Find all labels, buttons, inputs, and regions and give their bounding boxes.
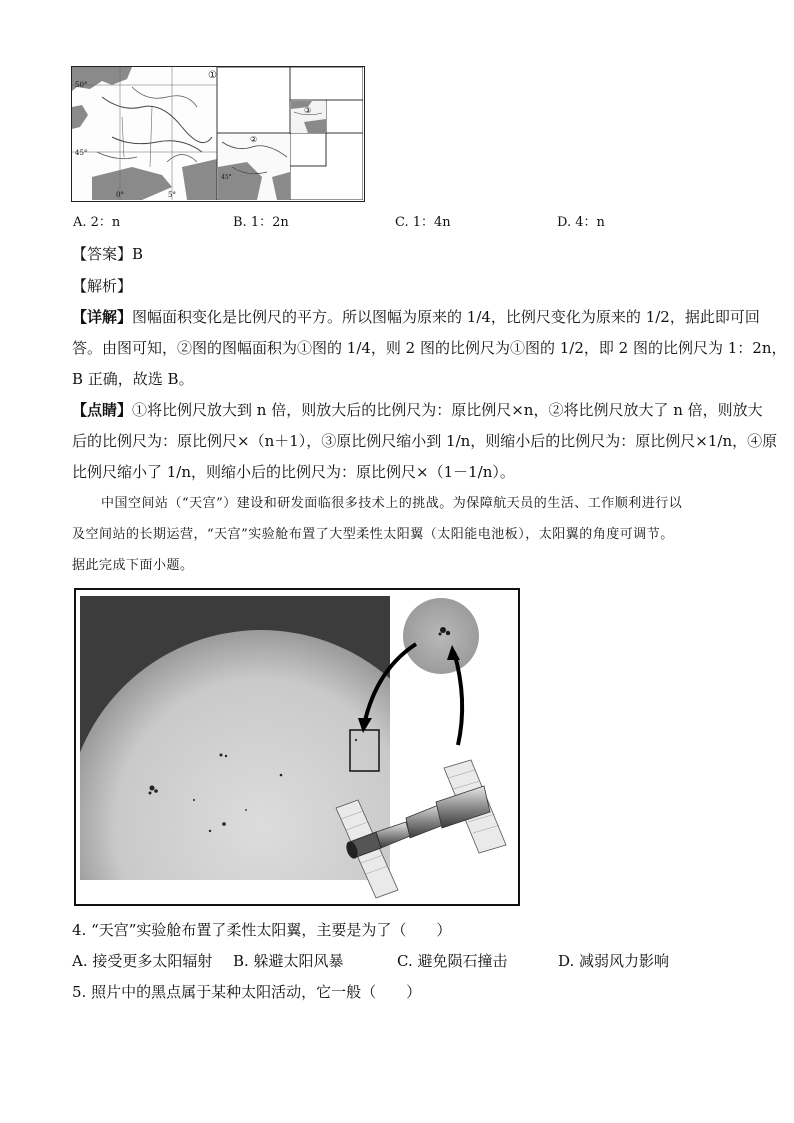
tip-tag: 【点睛】 [72,401,133,419]
zoom-circle [403,598,479,674]
analysis-tag: 【解析】 [72,277,133,295]
q4-option-d[interactable]: D. 减弱风力影响 [558,952,670,970]
tip-line-1 [72,400,763,420]
label-lon5: 5° [168,191,176,199]
sun-photo-figure [74,588,520,906]
passage-line-3: 据此完成下面小题。 [72,558,194,573]
detail-line-3: B 正确，故选 B。 [72,370,194,388]
q3-option-a[interactable]: A. 2：n [73,215,121,230]
map-figure [71,66,365,202]
detail-text-1: 图幅面积变化是比例尺的平方。所以图幅为原来的 1/4，比例尺变化为原来的 1/2，据此即可回 [132,308,760,326]
tip-line-3: 比例尺缩小了 1/n，则缩小后的比例尺为：原比例尺×（1－1/n）。 [72,463,515,481]
tip-text-1: ①将比例尺放大到 n 倍，则放大后的比例尺为：原比例尺×n，②将比例尺放大了 n 倍，则放大 [132,401,763,419]
label-circle2: ② [250,135,258,144]
detail-line-2: 答。由图可知，②图的图幅面积为①图的 1/4，则 2 图的比例尺为①图的 1/2，即 2 图的比例尺为 1：2n， [72,339,787,357]
q3-option-b[interactable]: B. 1：2n [233,215,289,230]
tip-line-2: 后的比例尺为：原比例尺×（n＋1），③原比例尺缩小到 1/n，则缩小后的比例尺为：原比例尺×1/n，④原 [72,432,778,450]
label-lon0: 0° [116,191,124,199]
answer-tag: 【答案】 [72,245,133,263]
passage-line-2: 及空间站的长期运营，“天宫”实验舱布置了大型柔性太阳翼（太阳能电池板），太阳翼的角度可调节。 [72,527,674,542]
answer-line [72,244,143,264]
label-lat45-small: 45° [221,174,232,181]
label-circle1: ① [208,70,217,81]
detail-line-1 [72,307,760,327]
detail-tag: 【详解】 [72,308,133,326]
q4-stem: 4. “天宫”实验舱布置了柔性太阳翼，主要是为了（ ） [72,921,452,939]
label-circle3: ③ [304,106,312,115]
q4-option-a[interactable]: A. 接受更多太阳辐射 [72,952,213,970]
passage-line-1: 中国空间站（“天宫”）建设和研发面临很多技术上的挑战。为保障航天员的生活、工作顺利进行以 [101,496,683,511]
q3-option-d[interactable]: D. 4：n [557,215,605,230]
answer-value: B [132,245,144,263]
label-lat50: 50° [75,81,88,89]
label-lat45: 45° [75,149,88,157]
q4-option-b[interactable]: B. 躲避太阳风暴 [233,952,344,970]
map-1 [72,67,217,200]
q5-stem: 5. 照片中的黑点属于某种太阳活动，它一般（ ） [72,983,422,1001]
q3-option-c[interactable]: C. 1：4n [395,215,451,230]
q4-option-c[interactable]: C. 避免陨石撞击 [397,952,508,970]
